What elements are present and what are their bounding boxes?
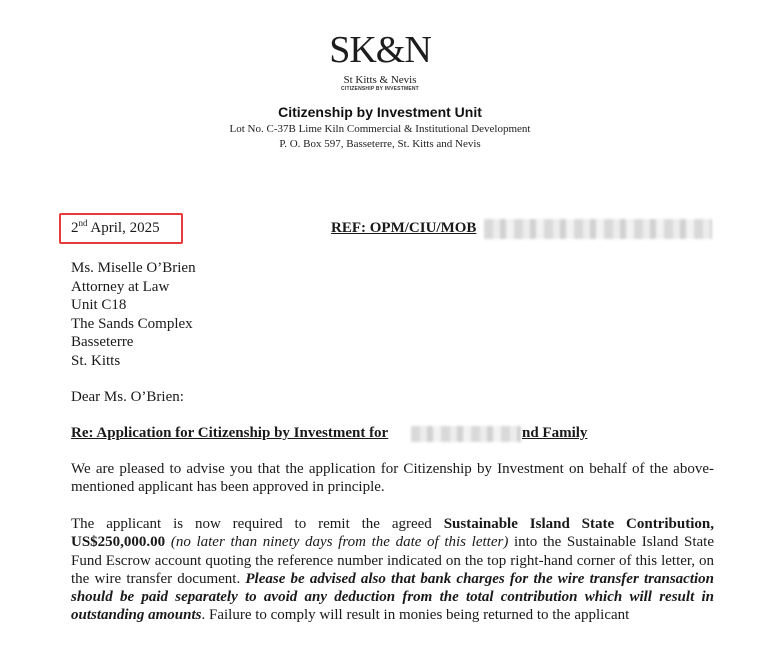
date-rest: April, 2025 [87,220,160,236]
subject-line-end: nd Family [522,425,588,441]
addressee-line: Basseterre [71,334,134,351]
sknz-logo: SK&N [329,29,431,71]
date-suffix: nd [78,218,88,228]
logo-subtitle: St Kitts & Nevis [343,74,417,86]
address-line-1: Lot No. C-37B Lime Kiln Commercial & Institutional Development [229,123,531,135]
addressee-line: The Sands Complex [71,315,193,332]
addressee-block [71,259,196,371]
redacted-applicant-name [411,426,521,442]
deadline-note: (no later than ninety days from the date of this letter) [165,534,509,551]
addressee-line: St. Kitts [71,352,121,369]
date-day: 2 [71,220,79,236]
addressee-line: Unit C18 [71,297,127,314]
p2-text: into the Sustainable Island State Fund Escrow account quoting the reference number indicated on the top right-hand corner of this letter, on the wire transfer document. [71,534,715,587]
contribution-amount: Sustainable Island State Contribution, US$250,000.00 [71,516,714,551]
p2-text: . Failure to comply will result in monies being returned to the applicant [201,607,630,624]
addressee-line: Ms. Miselle O’Brien [71,260,196,276]
body-paragraph-2 [71,515,714,625]
body-paragraph-1: We are pleased to advise you that the application for Citizenship by Investment on behalf of the above-mentioned applicant has been approved in principle. [71,461,714,496]
unit-name: Citizenship by Investment Unit [278,104,482,120]
letter-date [71,220,160,237]
subject-line: Re: Application for Citizenship by Investment for [71,425,389,441]
bank-charges-warning: Please be advised also that bank charges for the wire transfer transaction should be paid separately to avoid any deduction from the total contribution which will result in outstanding amounts [71,570,714,624]
redacted-reference [484,219,712,239]
addressee-line: Attorney at Law [71,278,170,295]
salutation: Dear Ms. O’Brien: [71,389,184,405]
logo-tagline: CITIZENSHIP BY INVESTMENT [341,86,419,92]
reference-number: REF: OPM/CIU/MOB [331,220,477,236]
p2-text: The applicant is now required to remit the agreed [71,516,444,532]
address-line-2: P. O. Box 597, Basseterre, St. Kitts and Nevis [279,138,481,150]
